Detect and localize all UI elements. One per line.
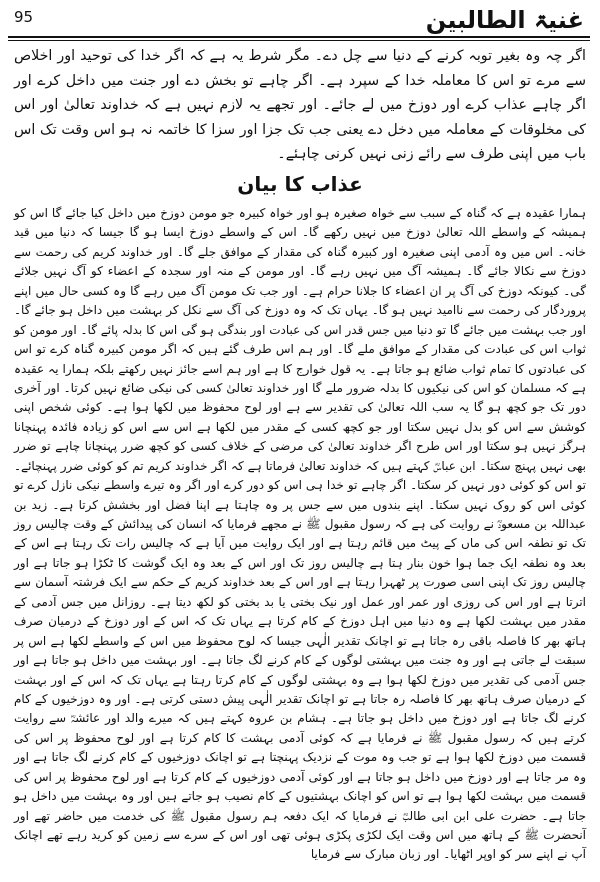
page-number: 95 — [14, 8, 34, 26]
book-title: غنیۃ الطالبین — [425, 6, 584, 34]
body-paragraph: زید بن عبداللہ بن مسعودؓ نے روایت کی ہے کہ رسول مقبول ﷺ نے مجھے فرمایا کہ انسان کی پیدائش کے وقت چالیس روز تک تو نطفہ اس کی ماں کے پیٹ میں قائم رہتا ہے اور ایک روایت میں آیا ہے کہ چالیس رات تک رہتا ہے اس کے بعد وہ نطفہ ایک جما ہوا خون بنار ہتا ہے چالیس روز تک اور اس کے بعد وہ ایک گوشت کا ٹکڑا ہو جاتا ہے اور چالیس روز تک اپنی اسی صورت پر ٹھہرا رہتا ہے اور اس کے بعد خداوند کریم کے حکم سے ایک فرشتہ آسمان سے اترتا ہے اور اس کی روزی اور عمر اور عمل اور نیک بختی یا بد بختی کو لکھ دیتا ہے۔ — [14, 497, 586, 609]
page-header — [8, 6, 590, 40]
body-paragraph: ہشام بن عروہ کہتے ہیں کہ میرے والد اور عائشہؓ سے روایت کرتے ہیں کہ رسول مقبول ﷺ نے فرمایا ہے کہ کوئی آدمی بہشت کا کام کرتا ہے اور لوح محفوظ پر اس کی قسمت میں دوزخ لکھا ہوا ہے تو جب وہ موت کے نزدیک پہنچتا ہے تو اچانک دوزخیوں کے کام کرنے لگ جاتا ہے اور وہ مر جاتا ہے اور دوزخ میں داخل ہو جاتا ہے اور کوئی آدمی دوزخیوں کے کام کرتا ہے اور لوح محفوظ پر اس کی قسمت میں بہشت لکھا ہوا ہے تو اس کو اچانک بہشتیوں کے کام نصیب ہو جاتے ہیں اور وہ بہشت میں داخل ہو جاتا ہے۔ — [14, 711, 586, 823]
body-paragraph: اور آخری دور تک جو کچھ ہو گا یہ سب اللہ تعالیٰ کی تقدیر سے ہے اور لوح محفوظ میں لکھا ہوا ہے۔ کوئی شخص اپنی کوشش سے اس کو بدل نہیں سکتا اور جو کچھ کسی کے مقدر میں لکھا ہے اس سے اس کو زیادہ فائدہ پہنچانا ہرگز نہیں ہو سکتا اور اس طرح اگر خداوند تعالیٰ کی مرضی کے خلاف کسی کو کچھ ضرر پہنچانا چاہے تو ضرر بھی نہیں پہنچ سکتا۔ — [14, 380, 586, 473]
body-paragraph: حضرت علی ابن ابی طالبؓ نے فرمایا کہ ایک دفعہ ہم رسول مقبول ﷺ کی خدمت میں حاضر تھے اور آنحضرت ﷺ کے ہاتھ میں اس وقت ایک لکڑی پکڑی ہوئی تھی اور اس کے سرے سے زمین کو کرید رہے تھے اچانک آپ نے اپنے سر کو اوپر اٹھایا۔ اور زبان مبارک سے فرمایا — [14, 808, 586, 862]
header-rule — [8, 36, 590, 38]
body-paragraph: روزانل میں جس آدمی کے مقدر میں بہشت لکھا ہے وہ دنیا میں اہل دوزخ کے کام کرتا ہے یہاں تک کہ اس کے اور دوزخ کے درمیان صرف ہاتھ بھر کا فاصلہ باقی رہ جاتا ہے تو اچانک تقدیر الٰہی جیسا کہ لوح محفوظ میں اس کے واسطے لکھا ہے اس پر سبقت لے جاتی ہے اور وہ جنت میں بہشتی لوگوں کے کام کرنے لگ جاتا ہے۔ اور بہشت میں داخل ہو جاتا ہے اور جس آدمی کی تقدیر میں دوزخ لکھا ہوا ہے وہ بہشتی لوگوں کے کام کرتا رہتا ہے یہاں تک کہ اس کے اور بہشت کے درمیان صرف ہاتھ بھر کا فاصلہ رہ جاتا ہے تو اچانک تقدیر الٰہی پیش دستی کرتی ہے۔ اور وہ دوزخیوں کے کام کرنے لگ جاتا ہے اور دوزخ میں داخل ہو جاتا ہے۔ — [14, 594, 586, 726]
header-rule-thin — [8, 40, 590, 41]
intro-paragraph: اگر چہ وہ بغیر توبہ کرنے کے دنیا سے چل دے۔ مگر شرط یہ ہے کہ اگر خدا کی توحید اور اخلاص سے مرے تو اس کا معاملہ خدا کے سپرد ہے۔ اگر چاہے تو بخش دے اور جنت میں داخل کرے اور اگر چاہے عذاب کرے اور دوزخ میں لے جائے۔ اور تجھے یہ لازم نہیں ہے کہ خداوند تعالیٰ اور اس کی مخلوقات کے معاملہ میں دخل دے یعنی جب تک جزا اور سزا کا خاتمہ نہ ہو اس وقت تک اس باب میں اپنی طرف سے رائے زنی نہیں کرنی چاہئے۔ — [14, 48, 586, 163]
body-text — [14, 204, 586, 865]
body-paragraph: ہمارا عقیدہ ہے کہ گناہ کے سبب سے خواہ صغیرہ ہو اور خواہ کبیرہ جو مومن دوزخ میں داخل کیا جائے گا اس کو ہمیشہ کے واسطے اللہ تعالیٰ دوزخ میں نہیں رکھے گا۔ اس کے واسطے دوزخ ایسا ہو گا جیسا کہ دنیا میں قید خانہ۔ اس میں وہ آدمی اپنی صغیرہ اور کبیرہ گناہ کی مقدار کے موافق جلے گا۔ اور خداوند کریم کی رحمت سے دوزخ سے نکالا جائے گا۔ ہمیشہ آگ میں نہیں رہے گا۔ اور مومن کے منہ اور سجدہ کے اعضاء کو آگ نہیں جلائے گی۔ کیونکہ دوزخ کی آگ پر ان اعضاء کا جلانا حرام ہے۔ اور جب تک مومن آگ میں رہے گا وہ کسی حال میں اپنے پروردگار کی رحمت سے ناامید نہیں ہو گا۔ یہاں تک کہ وہ دوزخ کی آگ سے نکل کر بہشت میں داخل ہو جائے گا۔ اور جب بہشت میں جائے گا تو دنیا میں جس قدر اس کی عبادت اور بندگی ہو گی اس کا بدلہ پائے گا۔ اور مومن کو ثواب اس کی عبادت کی مقدار کے موافق ملے گا۔ — [14, 206, 586, 357]
section-heading: عذاب کا بیان — [237, 172, 363, 196]
body-paragraph: اور ہم اس طرف گئے ہیں کہ اگر مومن کبیرہ گناہ کرے تو اس کی عبادتوں کا تمام ثواب ضائع ہو جاتا ہے۔ یہ قول خوارج کا ہے اور ہم اسے جائز نہیں رکھتے بلکہ ہمارا یہ عقیدہ ہے کہ مسلمان کو اس کی نیکیوں کا بدلہ ضرور ملے گا اور خداوند تعالیٰ کسی کی نیکی ضائع نہیں کرتا۔ — [14, 342, 586, 395]
body-paragraph: ابن عباسؓ کہتے ہیں کہ خداوند تعالیٰ فرماتا ہے کہ اگر خداوند کریم تم کو کوئی ضرر پہنچائے۔ تو اس کو کوئی دور نہیں کر سکتا۔ اگر چاہے تو خدا ہی اس کو دور کرے اور اگر وہ تیرے واسطے نیکی نازل کرے تو کوئی اس کو روک نہیں سکتا۔ اپنے بندوں میں سے جس پر وہ چاہتا ہے اپنا فضل اور بخشش کرتا ہے۔ — [14, 458, 586, 512]
